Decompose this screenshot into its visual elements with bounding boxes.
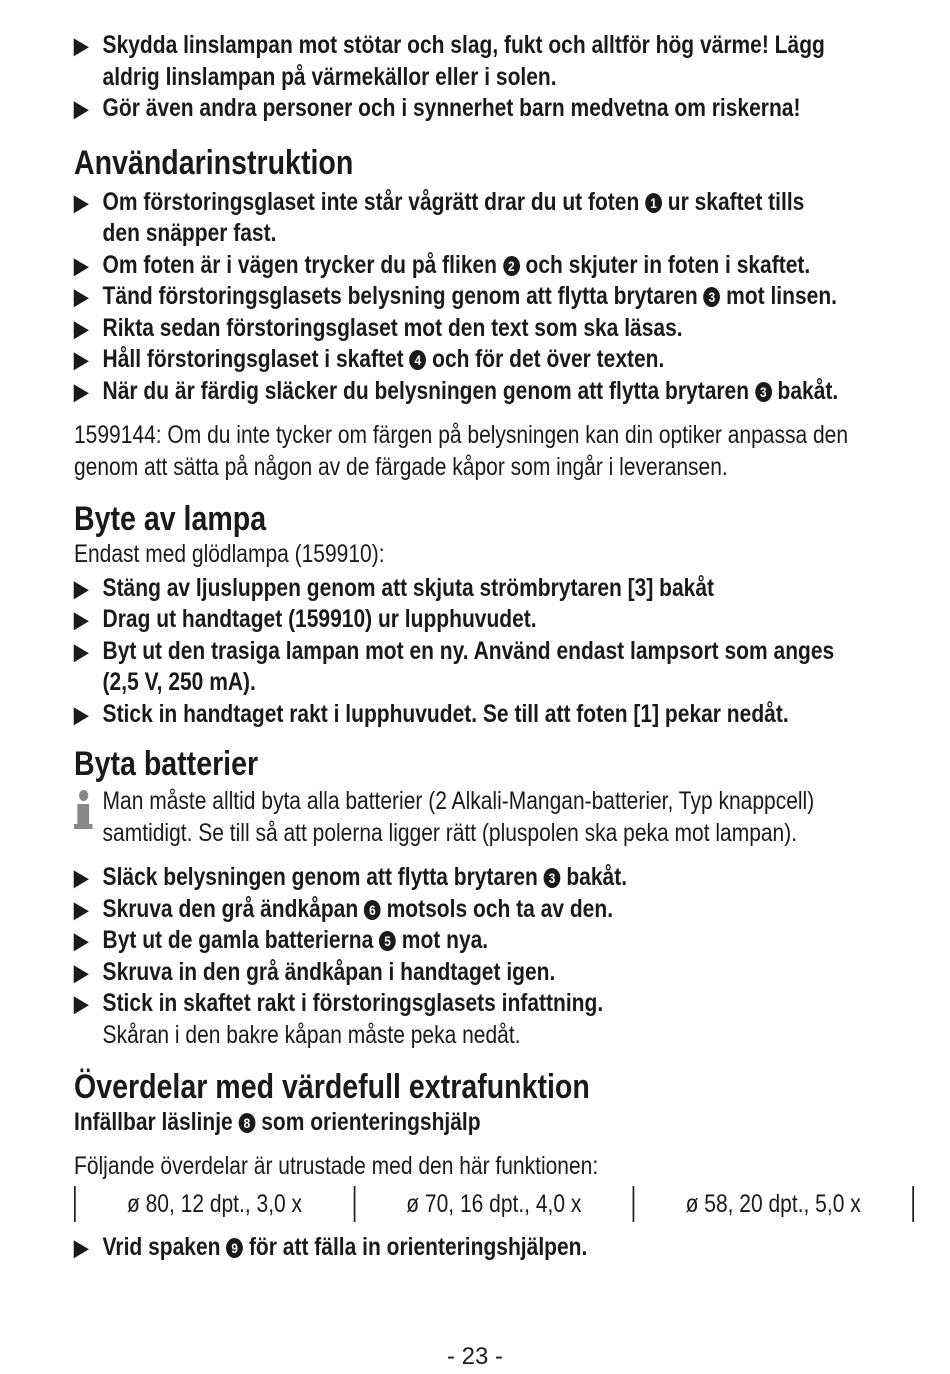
list-item xyxy=(74,862,914,894)
callout-number-icon: 4 xyxy=(409,350,426,370)
item-text: Byt ut de gamla batterierna xyxy=(102,926,374,954)
list-item xyxy=(74,957,914,989)
arrow-icon: ▶ xyxy=(74,928,89,953)
info-line: samtidigt. Se till så att polerna ligger rätt (pluspolen ska peka mot lampan). xyxy=(102,818,798,847)
list-item xyxy=(74,250,914,282)
section-intro: Följande överdelar är utrustade med den här funktionen: xyxy=(74,1151,599,1180)
arrow-icon: ▶ xyxy=(74,607,89,632)
item-line: aldrig linslampan på värmekällor eller i solen. xyxy=(102,62,557,91)
item-text: den snäpper fast. xyxy=(102,219,277,247)
item-text: Stäng av ljusluppen genom att skjuta strömbrytaren [3] bakåt xyxy=(102,573,715,602)
product-cell: ø 58, 20 dpt., 5,0 x xyxy=(633,1186,914,1222)
item-text: Stick in skaftet rakt i förstoringsglasets infattning. xyxy=(102,989,604,1017)
text-column xyxy=(74,30,914,1264)
arrow-icon: ▶ xyxy=(74,33,89,58)
item-text: Om förstoringsglaset inte står vågrätt drar du ut foten xyxy=(102,187,640,216)
list-item xyxy=(74,699,914,731)
section-heading: Användarinstruktion xyxy=(74,143,354,182)
list-item xyxy=(74,187,914,250)
list-item xyxy=(74,313,914,345)
item-text: och skjuter in foten i skaftet. xyxy=(525,250,811,279)
callout-number-icon: 8 xyxy=(239,1113,256,1133)
item-text: Vrid spaken xyxy=(102,1233,221,1261)
product-table xyxy=(74,1186,914,1222)
arrow-icon: ▶ xyxy=(74,638,89,664)
list-item xyxy=(74,344,914,376)
info-note xyxy=(74,786,914,849)
item-text: mot nya. xyxy=(401,926,489,954)
item-text: (2,5 V, 250 mA). xyxy=(102,668,256,696)
list-item xyxy=(74,925,914,957)
list-item xyxy=(74,376,914,408)
note-line: genom att sätta på någon av de färgade kåpor som ingår i leveransen. xyxy=(74,452,728,481)
arrow-icon: ▶ xyxy=(74,701,89,727)
item-text: Skruva in den grå ändkåpan i handtaget igen. xyxy=(102,957,556,986)
item-text: för att fälla in orienteringshjälpen. xyxy=(248,1233,588,1261)
arrow-icon: ▶ xyxy=(74,896,89,922)
item-text: ur skaftet tills xyxy=(667,187,805,216)
page-content xyxy=(74,30,914,1264)
list-item xyxy=(74,988,914,1051)
section-heading: Byte av lampa xyxy=(74,500,267,538)
arrow-icon: ▶ xyxy=(74,252,89,278)
section-intro: Endast med glödlampa (159910): xyxy=(74,540,385,568)
item-text: Byt ut den trasiga lampan mot en ny. Använd endast lampsort som anges xyxy=(102,636,835,665)
item-text: När du är färdig släcker du belysningen genom att flytta brytaren xyxy=(102,376,750,405)
arrow-icon: ▶ xyxy=(74,575,89,601)
item-text: Håll förstoringsglaset i skaftet xyxy=(102,345,404,373)
item-text: Rikta sedan förstoringsglaset mot den text som ska läsas. xyxy=(102,313,683,342)
arrow-icon: ▶ xyxy=(74,378,89,404)
product-cell: ø 80, 12 dpt., 3,0 x xyxy=(74,1186,353,1222)
item-text: Tänd förstoringsglasets belysning genom att flytta brytaren xyxy=(102,282,698,310)
callout-number-icon: 3 xyxy=(704,287,721,307)
arrow-icon: ▶ xyxy=(74,189,89,215)
list-item xyxy=(74,93,914,125)
info-line: Man måste alltid byta alla batterier (2 Alkali-Mangan-batterier, Typ knappcell) xyxy=(102,787,815,815)
item-text: Drag ut handtaget (159910) ur lupphuvudet. xyxy=(102,605,537,633)
arrow-icon: ▶ xyxy=(74,959,89,985)
list-item xyxy=(74,30,914,93)
arrow-icon: ▶ xyxy=(74,284,89,309)
list-item xyxy=(74,281,914,313)
item-line: Gör även andra personer och i synnerhet barn medvetna om riskerna! xyxy=(102,94,801,122)
item-text: bakåt. xyxy=(566,863,628,891)
list-item xyxy=(74,894,914,926)
item-text: Stick in handtaget rakt i lupphuvudet. Se till att foten [1] pekar nedåt. xyxy=(102,699,789,728)
item-subnote: Skåran i den bakre kåpan måste peka nedåt. xyxy=(102,1020,521,1049)
info-icon xyxy=(74,786,103,846)
list-item xyxy=(74,604,914,636)
section-heading: Överdelar med värdefull extrafunktion xyxy=(74,1068,590,1106)
item-text: Skruva den grå ändkåpan xyxy=(102,894,359,923)
arrow-icon: ▶ xyxy=(74,991,89,1016)
list-item xyxy=(74,1232,914,1264)
item-text: mot linsen. xyxy=(726,282,837,310)
product-cell: ø 70, 16 dpt., 4,0 x xyxy=(353,1186,632,1222)
item-text: Släck belysningen genom att flytta brytaren xyxy=(102,863,538,891)
callout-number-icon: 3 xyxy=(755,382,772,402)
item-text: bakåt. xyxy=(777,376,839,405)
callout-number-icon: 3 xyxy=(544,868,561,888)
list-item xyxy=(74,573,914,605)
section-heading: Byta batterier xyxy=(74,745,259,783)
note-line: 1599144: Om du inte tycker om färgen på belysningen kan din optiker anpassa den xyxy=(74,421,849,449)
subheading-text: som orienteringshjälp xyxy=(261,1108,481,1136)
callout-number-icon: 5 xyxy=(379,931,396,951)
arrow-icon: ▶ xyxy=(74,865,89,890)
item-text: motsols och ta av den. xyxy=(386,894,614,923)
callout-number-icon: 6 xyxy=(364,900,381,920)
callout-number-icon: 9 xyxy=(226,1238,243,1258)
item-text: Om foten är i vägen trycker du på fliken xyxy=(102,250,498,279)
arrow-icon: ▶ xyxy=(74,347,89,372)
subheading xyxy=(74,1107,914,1139)
arrow-icon: ▶ xyxy=(74,96,89,121)
callout-number-icon: 1 xyxy=(645,193,662,213)
arrow-icon: ▶ xyxy=(74,315,89,341)
list-item xyxy=(74,636,914,699)
note-paragraph xyxy=(74,420,914,483)
callout-number-icon: 2 xyxy=(503,256,520,276)
arrow-icon: ▶ xyxy=(74,1235,89,1260)
item-text: och för det över texten. xyxy=(432,345,665,373)
item-line: Skydda linslampan mot stötar och slag, fukt och alltför hög värme! Lägg xyxy=(102,31,825,59)
subheading-text: Infällbar läslinje xyxy=(74,1108,233,1136)
page-number: - 23 - xyxy=(446,1343,503,1370)
